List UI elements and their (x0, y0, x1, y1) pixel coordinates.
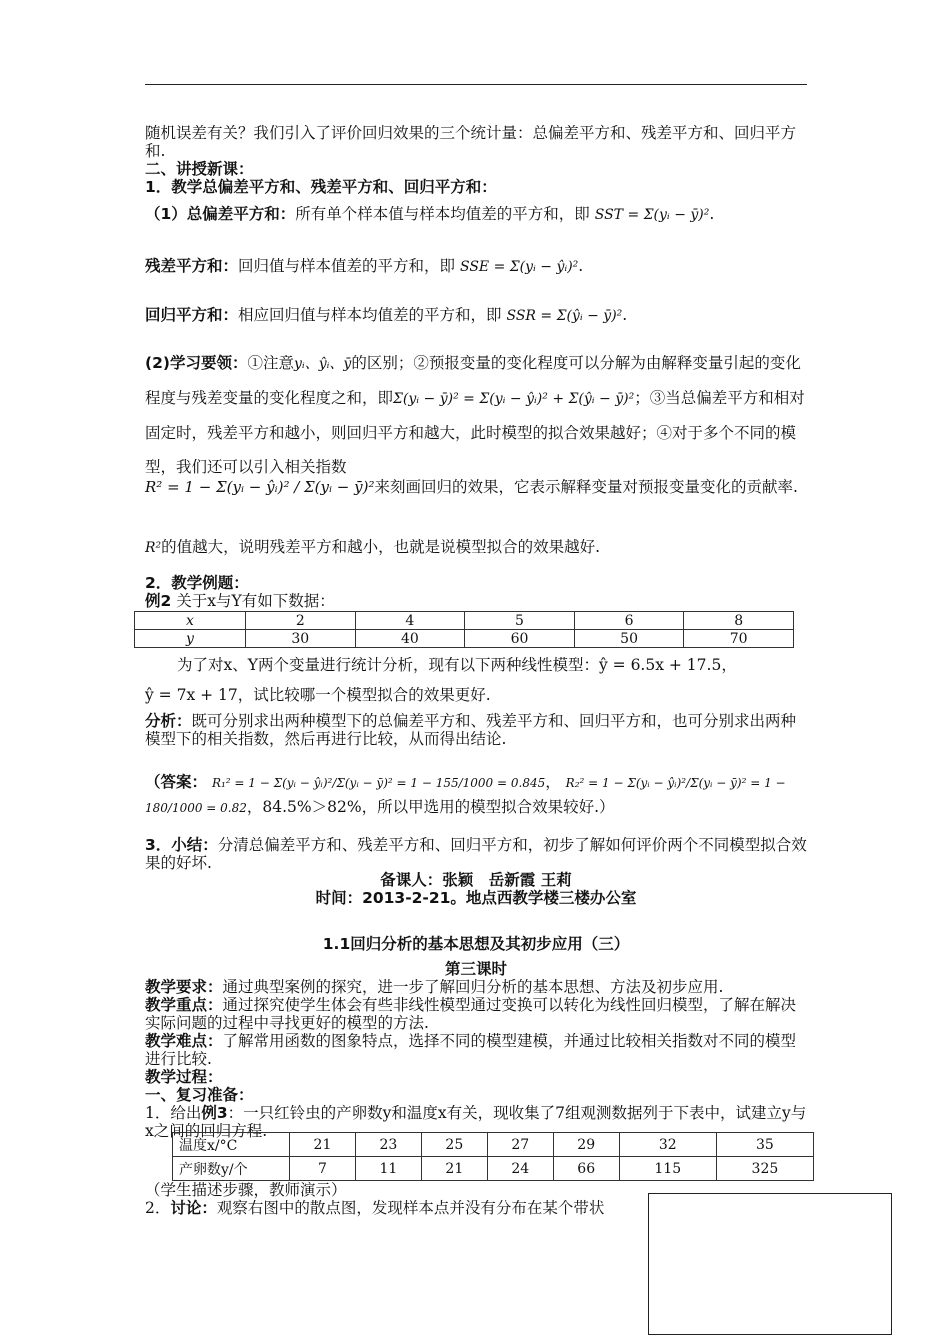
req-label: 教学要求： (145, 978, 223, 996)
table-cell: 25 (421, 1133, 487, 1157)
answer-formula-1: R₁² = 1 − Σ(yᵢ − ŷᵢ)²/Σ(yᵢ − ȳ)² = 1 − 155/1000 = 0.845 (211, 776, 546, 790)
table-cell: 35 (716, 1133, 813, 1157)
example3-table (172, 1132, 814, 1181)
req-text: 通过典型案例的探究，进一步了解回归分析的基本思想、方法及初步应用. (222, 978, 724, 996)
discuss-label: 讨论： (170, 1199, 217, 1217)
answer-tail: ，84.5%＞82%，所以甲选用的模型拟合效果较好.） (246, 798, 615, 816)
answer-formula-2: R₂² = 1 − Σ(yᵢ − ŷᵢ)²/Σ(yᵢ − ȳ)² = 1 − 180/1000 = 0.82 (145, 776, 786, 815)
points-d: 来刻画回归的效果，它表示解释变量对预报变量变化的贡献率. (374, 478, 798, 496)
review-title: 一、复习准备： (145, 1086, 254, 1104)
table-row (173, 1133, 814, 1157)
preparer-line: 备课人：张颖 岳新霞 王莉 (380, 871, 572, 889)
sse-line (145, 257, 807, 276)
diff-text: 了解常用函数的图象特点，选择不同的模型建模，并通过比较相关指数对不同的模型进行比较. (145, 1032, 797, 1068)
points-label: (2)学习要领： (145, 354, 248, 372)
table-cell: 27 (487, 1133, 553, 1157)
decomposition-formula: Σ(yᵢ − ȳ)² = Σ(yᵢ − ŷᵢ)² + Σ(ŷᵢ − ȳ)² (393, 391, 635, 407)
key-points (145, 996, 807, 1032)
table-cell: 5 (465, 612, 575, 630)
ex3-label: 例3 (201, 1104, 228, 1122)
r2-line (145, 478, 807, 496)
ex3-text: ：一只红铃虫的产卵数y和温度x有关，现收集了7组观测数据列于下表中，试建立y与x之间的回归方程. (145, 1104, 807, 1140)
table-row (135, 630, 794, 648)
r2-formula: R² = 1 − Σ(yᵢ − ŷᵢ)² / Σ(yᵢ − ȳ)² (145, 478, 375, 496)
key-text: 通过探究使学生体会有些非线性模型通过变换可以转化为线性回归模型，了解在解决实际问题的过程中寻找更好的模型的方法. (145, 996, 797, 1032)
time-line: 时间：2013-2-21。地点西教学楼三楼办公室 (315, 889, 637, 907)
example2-label: 例2 (145, 592, 172, 610)
ssr-formula: SSR = Σ(ŷᵢ − ȳ)² (506, 308, 623, 324)
table-cell: 11 (355, 1157, 421, 1181)
table-cell: 23 (355, 1133, 421, 1157)
item2-title: 2．教学例题： (145, 574, 249, 592)
sse-formula: SSE = Σ(yᵢ − ŷᵢ)² (459, 259, 579, 275)
example3-note: （学生描述步骤，教师演示） (145, 1181, 347, 1199)
table-cell: y (135, 630, 246, 648)
sst-text: 所有单个样本值与样本均值差的平方和，即 (295, 205, 590, 223)
summary-label: 3．小结： (145, 836, 218, 854)
analysis-text: 既可分别求出两种模型下的总偏差平方和、残差平方和、回归平方和，也可分别求出两种模型下的相关指数，然后再进行比较，从而得出结论. (145, 712, 797, 748)
table-cell: 6 (574, 612, 684, 630)
answer-paragraph: （答案： R₁² = 1 − Σ(yᵢ − ŷᵢ)²/Σ(yᵢ − ȳ)² = 1 − 155/1000 = 0.845， R₂² = 1 − Σ(yᵢ − ŷᵢ)²/Σ(yᵢ − ȳ)² = 1 − 180/1000 = 0.82，84.5%＞82%，所以甲选用的模型拟合效果较好.） (145, 773, 786, 816)
discussion-line (145, 1199, 640, 1217)
item1-title: 1．教学总偏差平方和、残差平方和、回归平方和： (145, 178, 497, 196)
table-cell: 66 (553, 1157, 619, 1181)
example2-question2: ŷ = 7x + 17，试比较哪一个模型拟合的效果更好. (145, 686, 491, 704)
table-cell: 24 (487, 1157, 553, 1181)
table-cell: 70 (684, 630, 794, 648)
table-cell: 2 (246, 612, 356, 630)
intro-paragraph: 随机误差有关？我们引入了评价回归效果的三个统计量：总偏差平方和、残差平方和、回归平方和. (145, 124, 797, 160)
sse-label: 残差平方和： (145, 257, 239, 275)
discuss-lead: 2． (145, 1199, 171, 1217)
ssr-line (145, 306, 807, 325)
table-cell: 7 (290, 1157, 356, 1181)
lesson-title: 1.1回归分析的基本思想及其初步应用（三） (322, 935, 630, 953)
header-rule (145, 84, 807, 85)
table-cell: 50 (574, 630, 684, 648)
table-cell: 21 (421, 1157, 487, 1181)
sst-line (145, 205, 807, 224)
ex3-lead: 1．给出 (145, 1104, 202, 1122)
sse-text: 回归值与样本值差的平方和，即 (238, 257, 456, 275)
points-a: ①注意 (247, 354, 294, 372)
key-label: 教学重点： (145, 996, 223, 1014)
requirements (145, 978, 807, 996)
lesson-subtitle: 第三课时 (444, 960, 507, 978)
points-b: 的区别；②预报变量的变化程度可以分解为由解释变量引起的变化程度与残差变量的变化程度之和，即 (145, 354, 801, 407)
summary-text: 分清总偏差平方和、残差平方和、回归平方和，初步了解如何评价两个不同模型拟合效果的好坏. (145, 836, 807, 872)
table-row (173, 1157, 814, 1181)
table-cell: 32 (619, 1133, 716, 1157)
table-cell: 115 (619, 1157, 716, 1181)
table-cell: 产卵数y/个 (173, 1157, 290, 1181)
table-cell: 温度x/°C (173, 1133, 290, 1157)
difficulties (145, 1032, 807, 1068)
r2-explanation (145, 538, 807, 557)
sst-end: . (709, 205, 715, 223)
table-cell: 30 (246, 630, 356, 648)
sst-formula: SST = Σ(yᵢ − ȳ)² (594, 207, 710, 223)
table-cell: 40 (355, 630, 465, 648)
summary-paragraph (145, 836, 807, 872)
table-cell: 29 (553, 1133, 619, 1157)
ssr-text: 相应回归值与样本均值差的平方和，即 (238, 306, 502, 324)
example2-intro (145, 592, 807, 610)
scatter-plot-frame (648, 1193, 892, 1335)
example2-text: 关于x与Y有如下数据： (176, 592, 335, 610)
table-cell: 8 (684, 612, 794, 630)
points-c: ；③当总偏差平方和相对固定时，残差平方和越小，则回归平方和越大，此时模型的拟合效果越好；④对于多个不同的模型，我们还可以引入相关指数 (145, 389, 805, 476)
analysis-paragraph (145, 712, 807, 748)
learning-points (145, 346, 807, 484)
r2-symbol: R² (145, 540, 162, 556)
sst-label: （1）总偏差平方和： (145, 205, 296, 223)
discuss-text: 观察右图中的散点图，发现样本点并没有分布在某个带状 (216, 1199, 605, 1217)
process-title: 教学过程： (145, 1068, 223, 1086)
answer-label: （答案： (145, 773, 208, 791)
table-row (135, 612, 794, 630)
sse-end: . (578, 257, 584, 275)
points-f: 的值越大，说明残差平方和越小，也就是说模型拟合的效果越好. (161, 538, 601, 556)
example2-table (134, 611, 794, 648)
table-cell: 4 (355, 612, 465, 630)
table-cell: 60 (465, 630, 575, 648)
table-cell: 325 (716, 1157, 813, 1181)
section2-title: 二、讲授新课： (145, 160, 254, 178)
ssr-end: . (622, 306, 628, 324)
table-cell: 21 (290, 1133, 356, 1157)
analysis-label: 分析： (145, 712, 192, 730)
table-cell: x (135, 612, 246, 630)
points-symbols: yᵢ、ŷᵢ、ȳ (293, 356, 352, 372)
diff-label: 教学难点： (145, 1032, 223, 1050)
ssr-label: 回归平方和： (145, 306, 239, 324)
example2-question1: 为了对x、Y两个变量进行统计分析，现有以下两种线性模型：ŷ = 6.5x + 17.5， (177, 656, 737, 674)
